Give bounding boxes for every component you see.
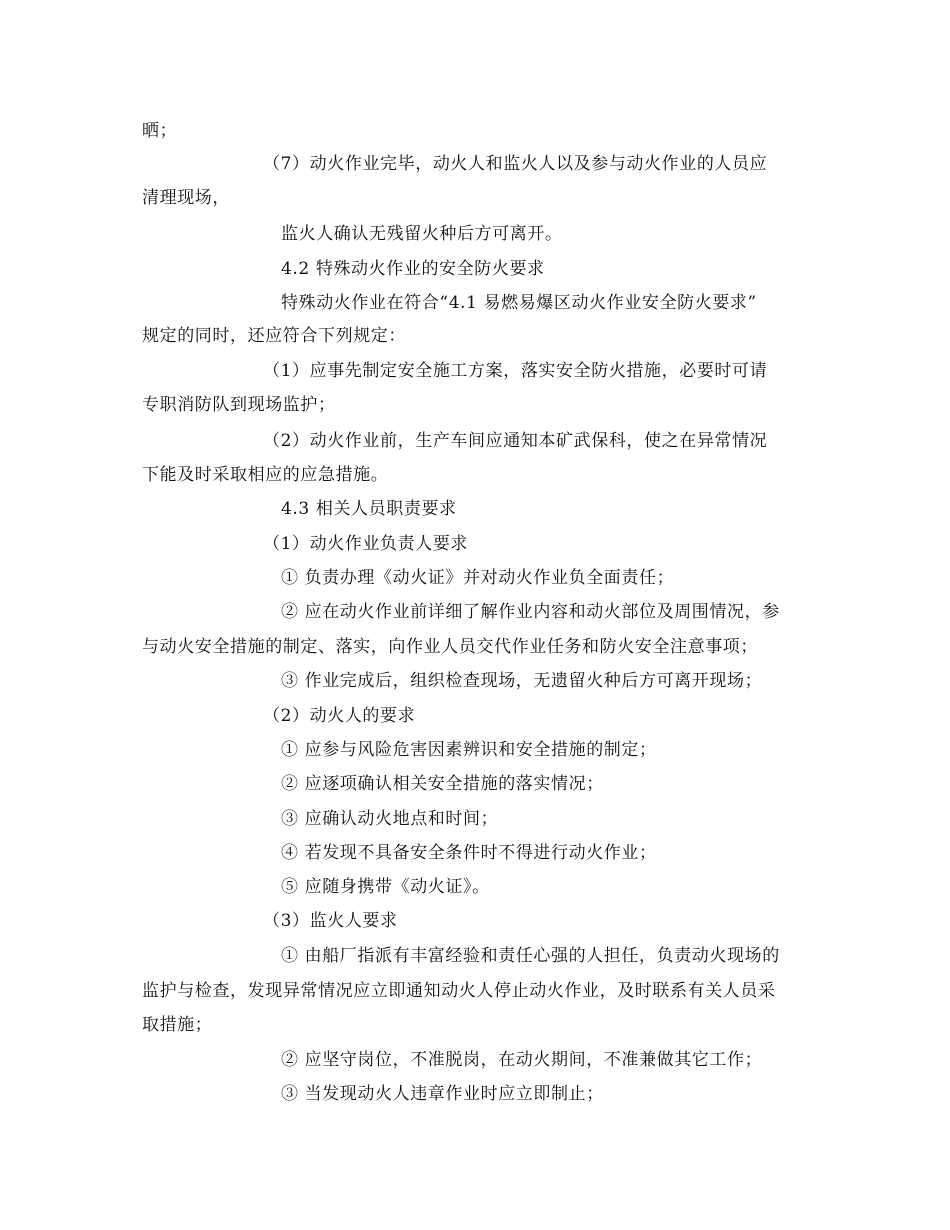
text-line: 晒； (142, 121, 178, 141)
text-line: 监护与检查，发现异常情况应立即通知动火人停止动火作业，及时联系有关人员采 (142, 981, 776, 1001)
list-item: ⑤ 应随身携带《动火证》。 (281, 877, 490, 897)
list-item: ② 应在动火作业前详细了解作业内容和动火部位及周围情况，参 (281, 602, 780, 622)
list-item: ④ 若发现不具备安全条件时不得进行动火作业； (281, 843, 657, 863)
list-item: ② 应逐项确认相关安全措施的落实情况； (281, 774, 604, 794)
list-item: ③ 当发现动火人违章作业时应立即制止； (281, 1084, 604, 1104)
subsection-heading: （2）动火人的要求 (263, 706, 416, 726)
text-line: 监火人确认无残留火种后方可离开。 (281, 224, 563, 244)
text-line: （2）动火作业前，生产车间应通知本矿武保科，使之在异常情况 (263, 431, 768, 451)
text-line: 规定的同时，还应符合下列规定： (142, 326, 406, 346)
text-line: 与动火安全措施的制定、落实，向作业人员交代作业任务和防火安全注意事项； (142, 637, 758, 657)
subsection-heading: （1）动火作业负责人要求 (263, 534, 469, 554)
list-item: ① 负责办理《动火证》并对动火作业负全面责任； (281, 568, 675, 588)
subsection-heading: （3）监火人要求 (263, 911, 398, 931)
text-line: 取措施； (142, 1015, 213, 1035)
text-line: （1）应事先制定安全施工方案，落实安全防火措施，必要时可请 (263, 361, 768, 381)
text-line: 专职消防队到现场监护； (142, 395, 336, 415)
text-line: 特殊动火作业在符合“4.1 易燃易爆区动火作业安全防火要求” (281, 293, 757, 313)
list-item: ② 应坚守岗位，不准脱岗，在动火期间，不准兼做其它工作； (281, 1050, 763, 1070)
text-line: 下能及时采取相应的应急措施。 (142, 465, 389, 485)
section-heading: 4.3 相关人员职责要求 (281, 499, 457, 519)
list-item: ① 由船厂指派有丰富经验和责任心强的人担任，负责动火现场的 (281, 946, 780, 966)
text-line: （7）动火作业完毕，动火人和监火人以及参与动火作业的人员应 (263, 154, 768, 174)
text-line: 清理现场， (142, 188, 230, 208)
list-item: ① 应参与风险危害因素辨识和安全措施的制定； (281, 740, 657, 760)
list-item: ③ 应确认动火地点和时间； (281, 809, 499, 829)
list-item: ③ 作业完成后，组织检查现场，无遗留火种后方可离开现场； (281, 671, 763, 691)
section-heading: 4.2 特殊动火作业的安全防火要求 (281, 259, 545, 279)
